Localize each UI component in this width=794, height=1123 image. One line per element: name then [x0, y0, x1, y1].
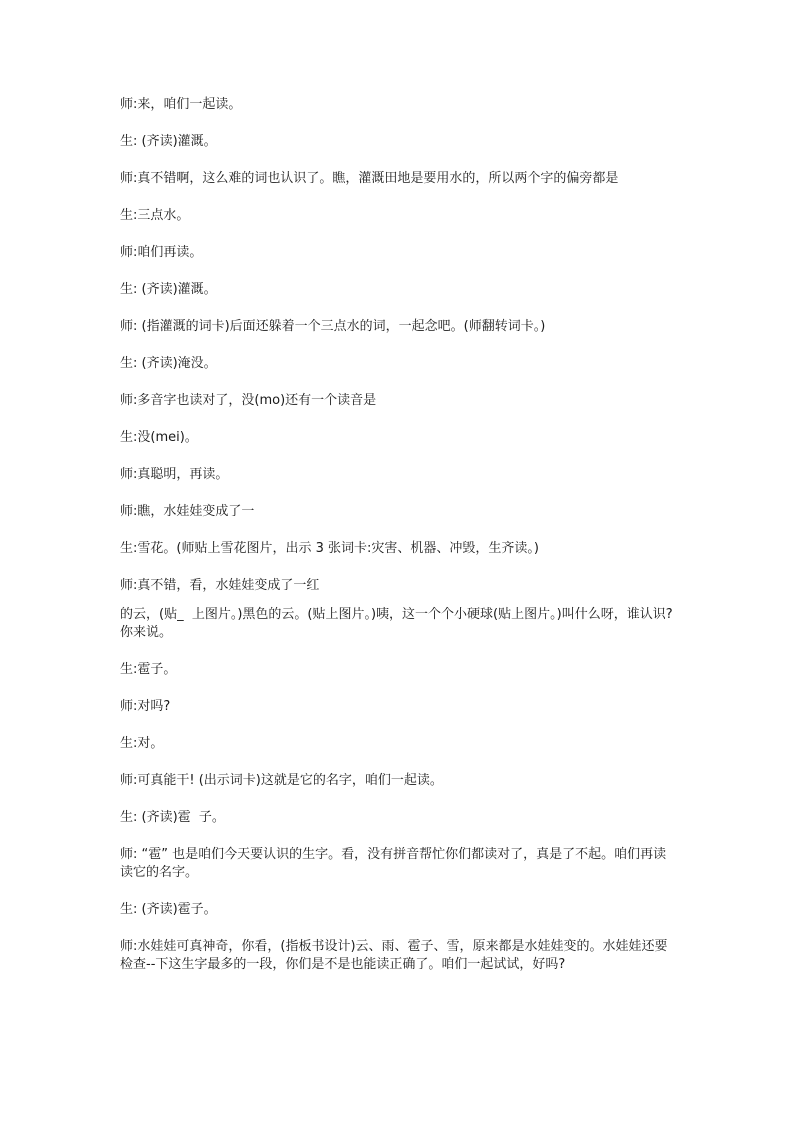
- paragraph: 生: (齐读)雹子。: [120, 902, 217, 917]
- paragraph: 师:真不错，看，水娃娃变成了一红: [120, 578, 320, 593]
- paragraph: 师:可真能干! (出示词卡)这就是它的名字，咱们一起读。: [120, 773, 443, 788]
- paragraph: 师:多音字也读对了，没(mo)还有一个读音是: [120, 393, 377, 408]
- paragraph: 生:雪花。(师贴上雪花图片，出示 3 张词卡:灾害、机器、冲毁，生齐读。): [120, 541, 539, 556]
- paragraph: 生: (齐读)雹 子。: [120, 810, 225, 825]
- paragraph: 师: “雹” 也是咱们今天要认识的生字。看，没有拼音帮忙你们都读对了，真是了不起。咱们再读读它的名字。: [120, 847, 667, 880]
- document-body: [120, 96, 676, 993]
- paragraph: 生:雹子。: [120, 662, 177, 677]
- paragraph: 生: (齐读)灌溉。: [120, 134, 217, 149]
- paragraph: 师:对吗?: [120, 699, 171, 714]
- paragraph: 生:对。: [120, 736, 164, 751]
- paragraph: 师: (指灌溉的词卡)后面还躲着一个三点水的词，一起念吧。(师翻转词卡。): [120, 319, 546, 334]
- paragraph: 的云，(贴_ 上图片。)黑色的云。(贴上图片。)咦，这一个个小硬球(贴上图片。)叫什么呀，谁认识?你来说。: [120, 607, 673, 640]
- paragraph: 师:咱们再读。: [120, 245, 203, 260]
- paragraph: 师:水娃娃可真神奇，你看，(指板书设计)云、雨、雹子、雪，原来都是水娃娃变的。水娃娃还要检查--下这生字最多的一段，你们是不是也能读正确了。咱们一起试试，好吗?: [120, 939, 668, 972]
- paragraph: 师:来，咱们一起读。: [120, 97, 242, 112]
- paragraph: 师:瞧，水娃娃变成了一: [120, 504, 255, 519]
- paragraph: 师:真聪明，再读。: [120, 467, 229, 482]
- paragraph: 生: (齐读)灌溉。: [120, 282, 217, 297]
- paragraph: 师:真不错啊，这么难的词也认识了。瞧，灌溉田地是要用水的，所以两个字的偏旁都是: [120, 171, 619, 186]
- paragraph: 生:三点水。: [120, 208, 190, 223]
- paragraph: 生:没(mei)。: [120, 430, 198, 445]
- paragraph: 生: (齐读)淹没。: [120, 356, 217, 371]
